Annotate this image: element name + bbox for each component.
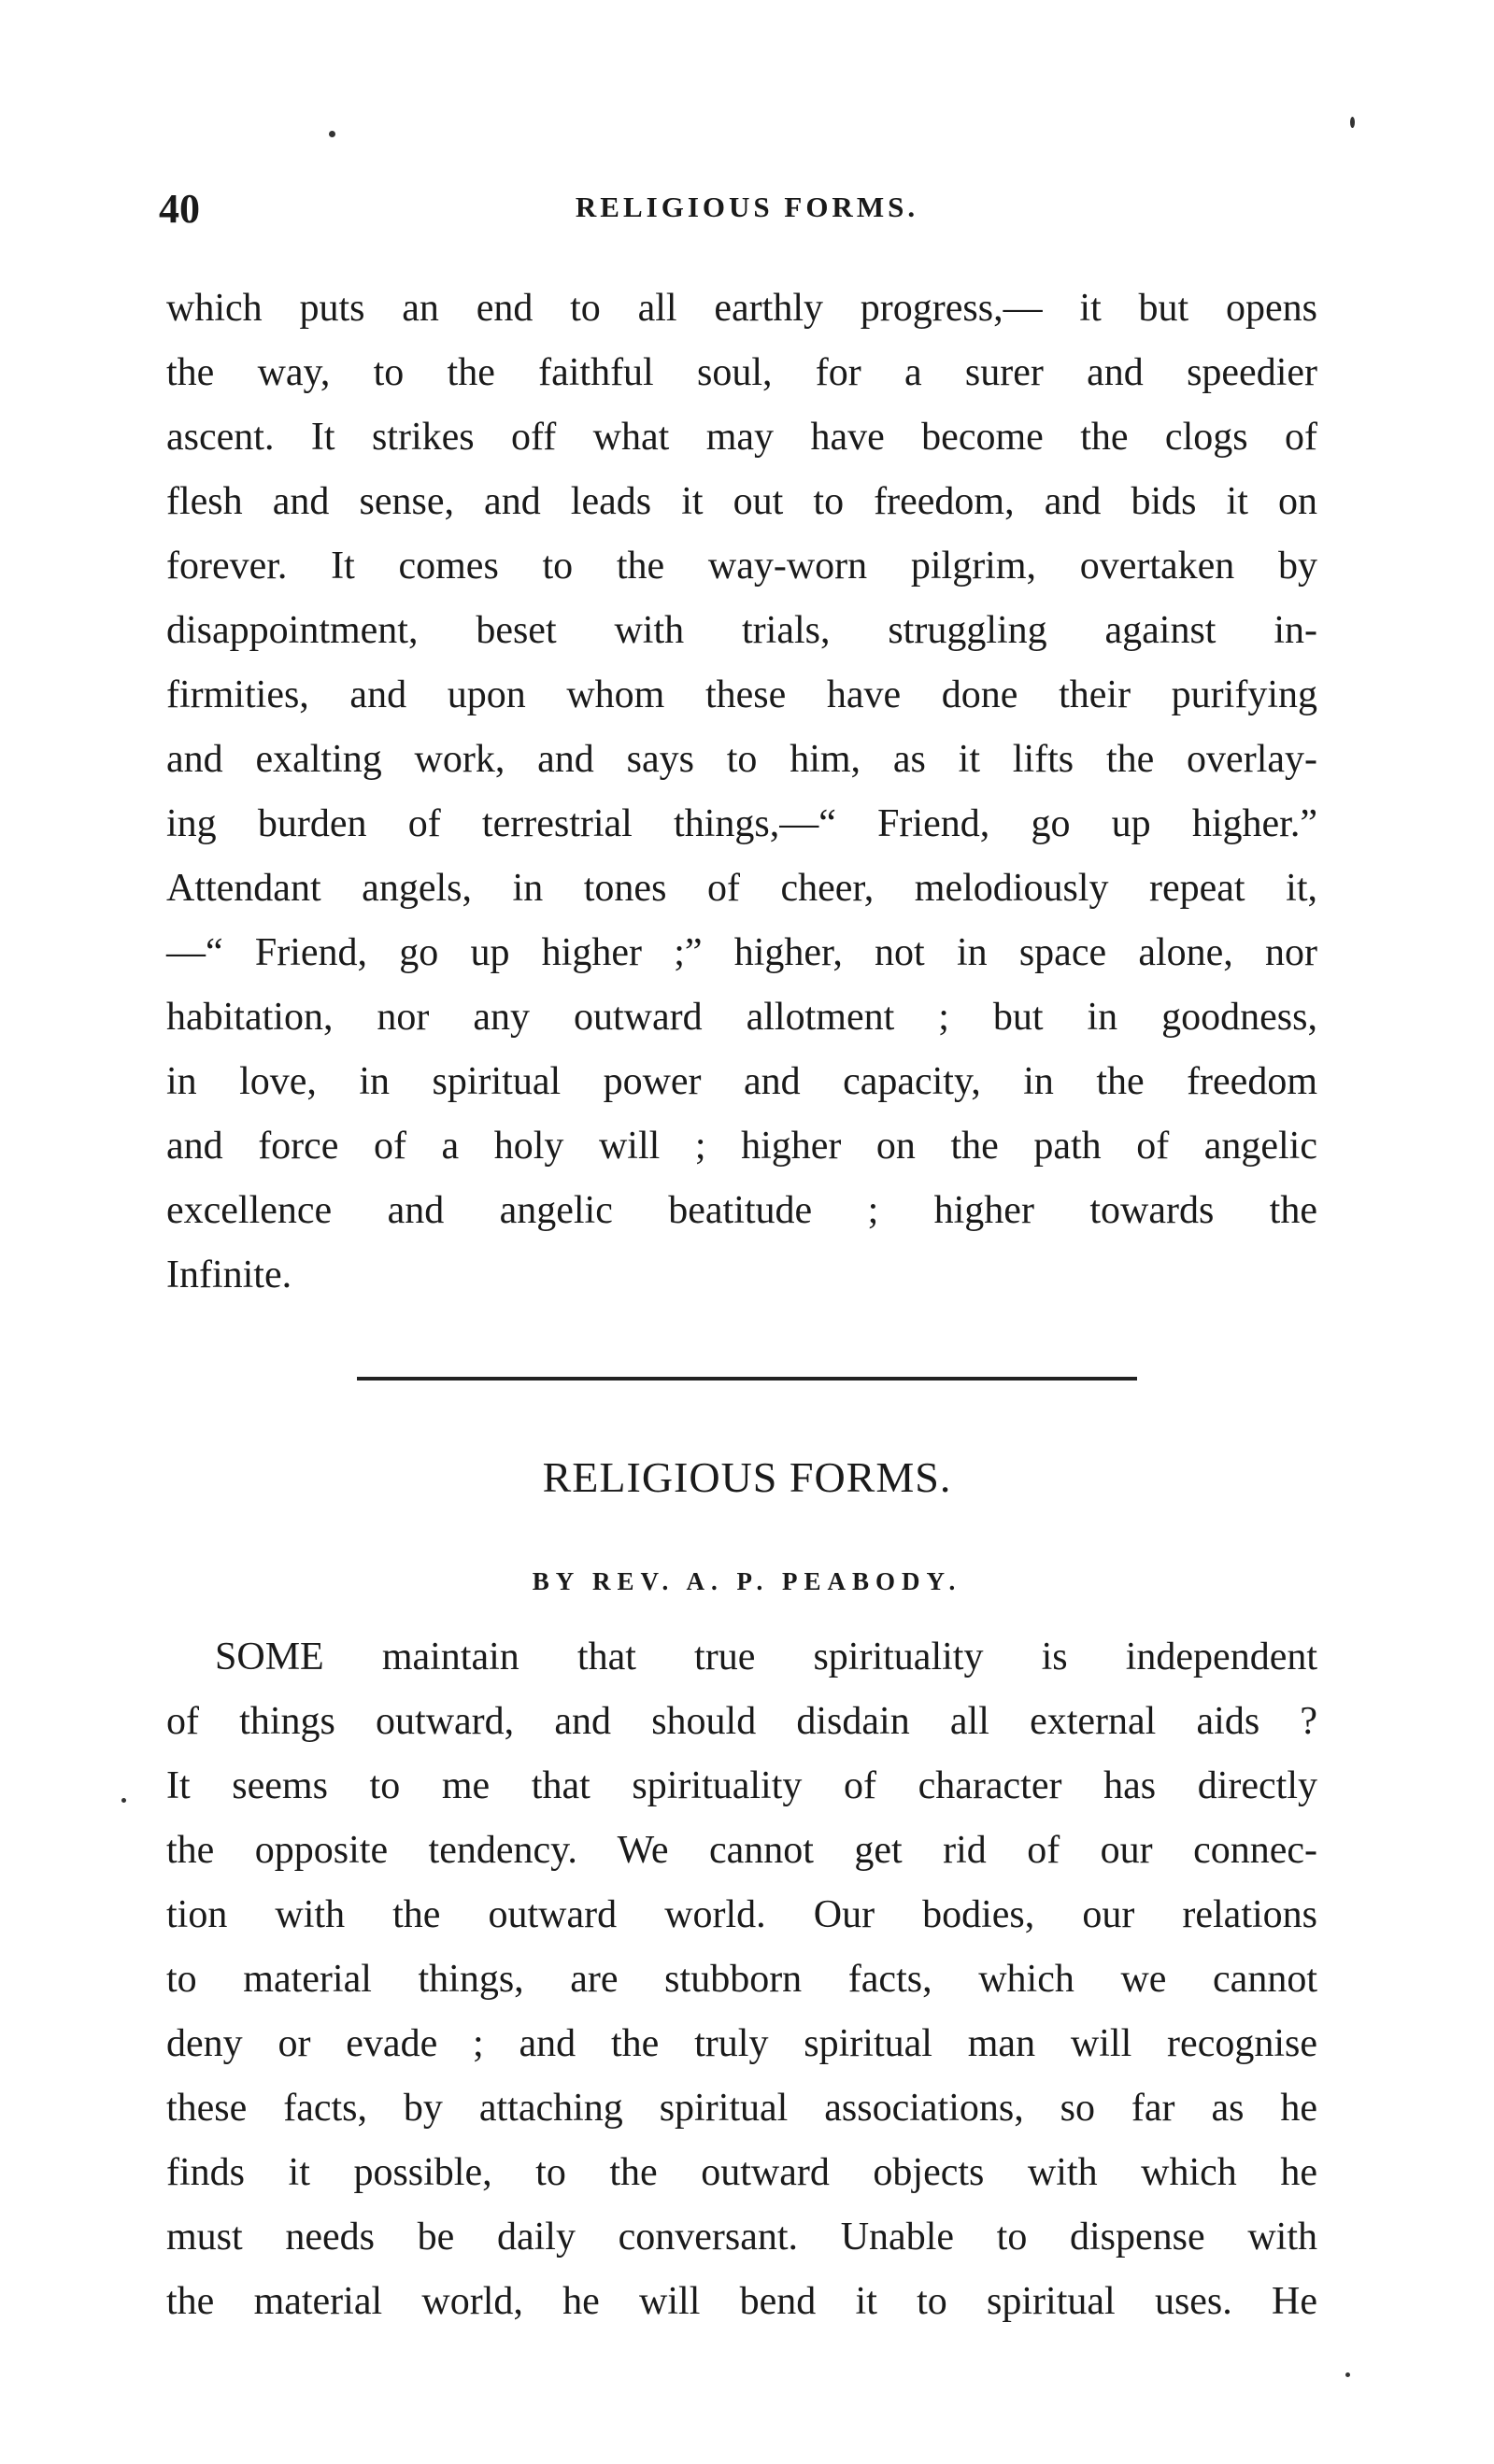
text-line: must needs be daily conversant. Unable to dispense with (166, 2216, 1317, 2259)
text-line: excellence and angelic beatitude ; higher towards the (166, 1189, 1317, 1232)
text-line: —“ Friend, go up higher ;” higher, not in space alone, nor (166, 931, 1317, 974)
article-title: RELIGIOUS FORMS. (542, 1453, 952, 1501)
print-speck (121, 1798, 126, 1803)
text-line: the opposite tendency. We cannot get rid of our connec- (166, 1829, 1317, 1872)
text-line: habitation, nor any outward allotment ; but in goodness, (166, 996, 1317, 1039)
text-line: deny or evade ; and the truly spiritual man will recognise (166, 2022, 1317, 2065)
article-body (166, 1625, 1317, 2334)
article-byline: BY REV. A. P. PEABODY. (532, 1567, 962, 1595)
text-line: ing burden of terrestrial things,—“ Friend, go up higher.” (166, 802, 1317, 845)
text-line: SOME maintain that true spirituality is independent (215, 1636, 1317, 1678)
text-line: to material things, are stubborn facts, which we cannot (166, 1958, 1317, 2001)
text-line: of things outward, and should disdain all external aids ? (166, 1700, 1317, 1743)
text-line: which puts an end to all earthly progress,— it but opens (166, 287, 1317, 330)
section-divider (357, 1377, 1137, 1381)
running-head: RELIGIOUS FORMS. (575, 191, 919, 223)
text-line: the way, to the faithful soul, for a surer and speedier (166, 351, 1317, 394)
text-line: these facts, by attaching spiritual associations, so far as he (166, 2087, 1317, 2130)
text-line: finds it possible, to the outward objects with which he (166, 2151, 1317, 2194)
text-line: flesh and sense, and leads it out to freedom, and bids it on (166, 480, 1317, 523)
text-line: ascent. It strikes off what may have become the clogs of (166, 416, 1317, 459)
print-speck (1345, 2372, 1350, 2377)
text-line: and force of a holy will ; higher on the path of angelic (166, 1125, 1317, 1168)
text-line: in love, in spiritual power and capacity, in the freedom (166, 1060, 1317, 1103)
text-line: firmities, and upon whom these have done their purifying (166, 673, 1317, 716)
text-line: Attendant angels, in tones of cheer, melodiously repeat it, (166, 867, 1317, 910)
text-line: and exalting work, and says to him, as it lifts the overlay- (166, 738, 1317, 781)
print-speck (1350, 117, 1355, 128)
text-line: Infinite. (166, 1253, 292, 1296)
text-line: disappointment, beset with trials, struggling against in- (166, 609, 1317, 652)
text-line: the material world, he will bend it to spiritual uses. He (166, 2280, 1317, 2323)
text-line: It seems to me that spirituality of character has directly (166, 1764, 1317, 1807)
previous-article-text (166, 276, 1317, 1308)
page-number: 40 (159, 186, 200, 232)
text-line: forever. It comes to the way-worn pilgrim, overtaken by (166, 545, 1317, 588)
text-line: tion with the outward world. Our bodies, our relations (166, 1893, 1317, 1936)
print-speck (329, 131, 335, 137)
